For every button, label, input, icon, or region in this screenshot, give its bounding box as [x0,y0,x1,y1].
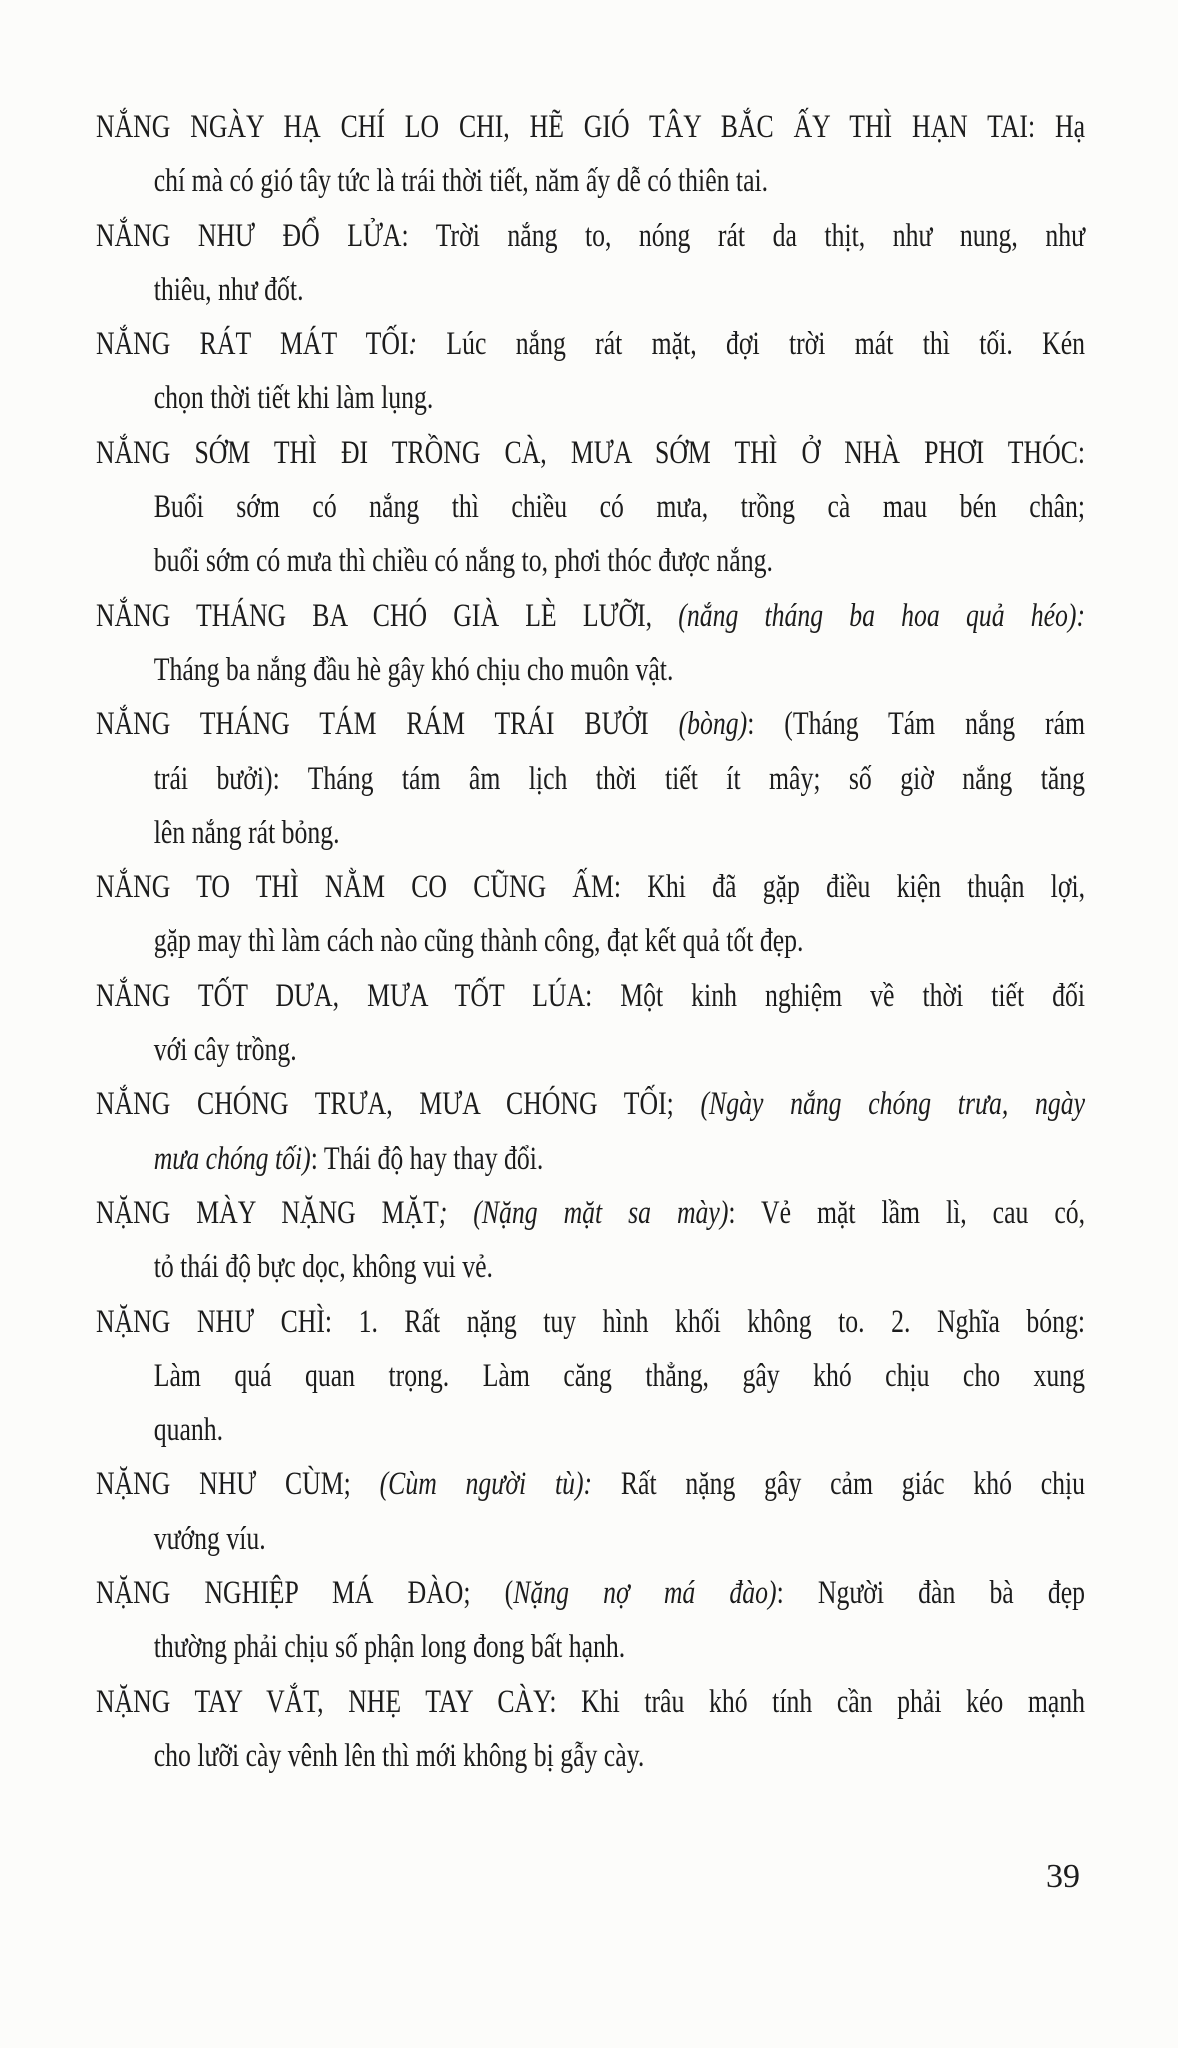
text-segment: Tháng ba nắng đầu hè gây khó chịu cho muôn vật. [153,651,674,688]
text-segment: : Vẻ mặt lầm lì, cau có, [728,1194,1086,1231]
entry-definition-line [96,643,1085,697]
text-segment: tỏ thái độ bực dọc, không vui vẻ. [153,1249,493,1286]
entry-headword-line [96,1186,1085,1240]
text-segment: Làm quá quan trọng. Làm căng thẳng, gây khó chịu cho xung [153,1357,1086,1394]
dictionary-entry [96,100,1085,209]
dictionary-entry [96,1566,1085,1675]
text-segment: với cây trồng. [153,1032,297,1069]
text-segment: : Thái độ hay thay đổi. [310,1140,544,1177]
text-segment: chí mà có gió tây tức là trái thời tiết, năm ấy dễ có thiên tai. [153,163,769,200]
dictionary-entry [96,1295,1085,1458]
entry-definition-line [96,806,1085,860]
entry-headword-line [96,1566,1085,1620]
entry-definition-line [96,480,1085,534]
text-segment: cho lưỡi cày vênh lên thì mới không bị gẫy cày. [153,1737,645,1774]
dictionary-entry [96,969,1085,1078]
entry-headword-line [96,100,1085,154]
entry-headword-line [96,1077,1085,1131]
text-segment: thiêu, như đốt. [153,271,304,308]
text-segment: NẶNG NHƯ CÙM; [96,1466,380,1503]
entry-headword-line [96,1295,1085,1349]
text-segment: NẮNG TỐT DƯA, MƯA TỐT LÚA: Một kinh nghiệm về thời tiết đối [96,977,1086,1014]
dictionary-entry [96,426,1085,589]
entry-headword-line [96,317,1085,371]
entry-definition-line [96,1132,1085,1186]
dictionary-entry [96,697,1085,860]
text-segment: buổi sớm có mưa thì chiều có nắng to, phơi thóc được nắng. [153,543,773,580]
text-segment: NẶNG MÀY NẶNG MẶT [96,1194,439,1231]
entry-definition-line [96,1403,1085,1457]
entry-definition-line [96,1023,1085,1077]
text-segment: Rất nặng gây cảm giác khó chịu [592,1466,1086,1503]
text-segment: NẶNG TAY VẮT, NHẸ TAY CÀY: Khi trâu khó tính cần phải kéo mạnh [96,1683,1086,1720]
dictionary-entry [96,1457,1085,1566]
dictionary-entry [96,860,1085,969]
text-segment: NẮNG CHÓNG TRƯA, MƯA CHÓNG TỐI; [96,1086,701,1123]
entry-definition-line [96,1240,1085,1294]
entry-definition-line [96,914,1085,968]
text-segment: : (Tháng Tám nắng rám [747,706,1086,743]
text-segment: Lúc nắng rát mặt, đợi trời mát thì tối. Kén [417,326,1086,363]
entry-definition-line [96,1729,1085,1783]
text-segment: trái bưởi): Tháng tám âm lịch thời tiết ít mây; số giờ nắng tăng [153,760,1086,797]
text-segment: lên nắng rát bỏng. [153,814,340,851]
italic-text: (Ngày nắng chóng trưa, ngày [700,1086,1086,1123]
dictionary-entry [96,1186,1085,1295]
text-segment: NẶNG NHƯ CHÌ: 1. Rất nặng tuy hình khối không to. 2. Nghĩa bóng: [96,1303,1086,1340]
page-number: 39 [1046,1858,1080,1895]
italic-text: ; (Nặng mặt sa mày) [438,1194,729,1231]
entry-headword-line [96,426,1085,480]
entry-definition-line [96,371,1085,425]
dictionary-page-body [96,100,1085,1783]
text-segment: quanh. [153,1412,224,1449]
text-segment: NẮNG RÁT MÁT TỐI [96,326,409,363]
text-segment: chọn thời tiết khi làm lụng. [153,380,434,417]
entry-definition-line [96,1620,1085,1674]
entry-headword-line [96,860,1085,914]
entry-headword-line [96,1675,1085,1729]
text-segment: gặp may thì làm cách nào cũng thành công, đạt kết quả tốt đẹp. [153,923,804,960]
dictionary-entry [96,317,1085,426]
text-segment: NẮNG THÁNG TÁM RÁM TRÁI BƯỞI [96,706,679,743]
entry-headword-line [96,969,1085,1023]
entry-definition-line [96,1349,1085,1403]
italic-text: Nặng nợ má đào) [513,1575,777,1612]
italic-text: (nắng tháng ba hoa quả héo): [678,597,1086,634]
dictionary-entry [96,209,1085,318]
text-segment: thường phải chịu số phận long đong bất hạnh. [153,1629,626,1666]
italic-text: (Cùm người tù): [379,1466,593,1503]
text-segment: NẶNG NGHIỆP MÁ ĐÀO; ( [96,1575,514,1612]
entry-headword-line [96,589,1085,643]
text-segment: NẮNG TO THÌ NẰM CO CŨNG ẤM: Khi đã gặp điều kiện thuận lợi, [96,869,1086,906]
entry-definition-line [96,534,1085,588]
italic-text: mưa chóng tối) [153,1140,311,1177]
dictionary-entry [96,1077,1085,1186]
entry-definition-line [96,752,1085,806]
text-segment: NẮNG NHƯ ĐỔ LỬA: Trời nắng to, nóng rát da thịt, như nung, như [96,217,1086,254]
dictionary-entry [96,589,1085,698]
text-segment: Buổi sớm có nắng thì chiều có mưa, trồng cà mau bén chân; [153,489,1086,526]
dictionary-entry [96,1675,1085,1784]
entry-headword-line [96,697,1085,751]
italic-text: : [408,326,418,363]
text-segment: vướng víu. [153,1520,266,1557]
entry-definition-line [96,1512,1085,1566]
entry-definition-line [96,154,1085,208]
text-segment: NẮNG NGÀY HẠ CHÍ LO CHI, HẼ GIÓ TÂY BẮC ẤY THÌ HẠN TAI: Hạ [96,109,1086,145]
entry-definition-line [96,263,1085,317]
text-segment: NẮNG THÁNG BA CHÓ GIÀ LÈ LƯỠI, [96,597,679,634]
entry-headword-line [96,1457,1085,1511]
text-segment: : Người đàn bà đẹp [776,1575,1086,1612]
italic-text: (bòng) [678,706,748,743]
entry-headword-line [96,209,1085,263]
text-segment: NẮNG SỚM THÌ ĐI TRỒNG CÀ, MƯA SỚM THÌ Ở NHÀ PHƠI THÓC: [96,434,1086,471]
